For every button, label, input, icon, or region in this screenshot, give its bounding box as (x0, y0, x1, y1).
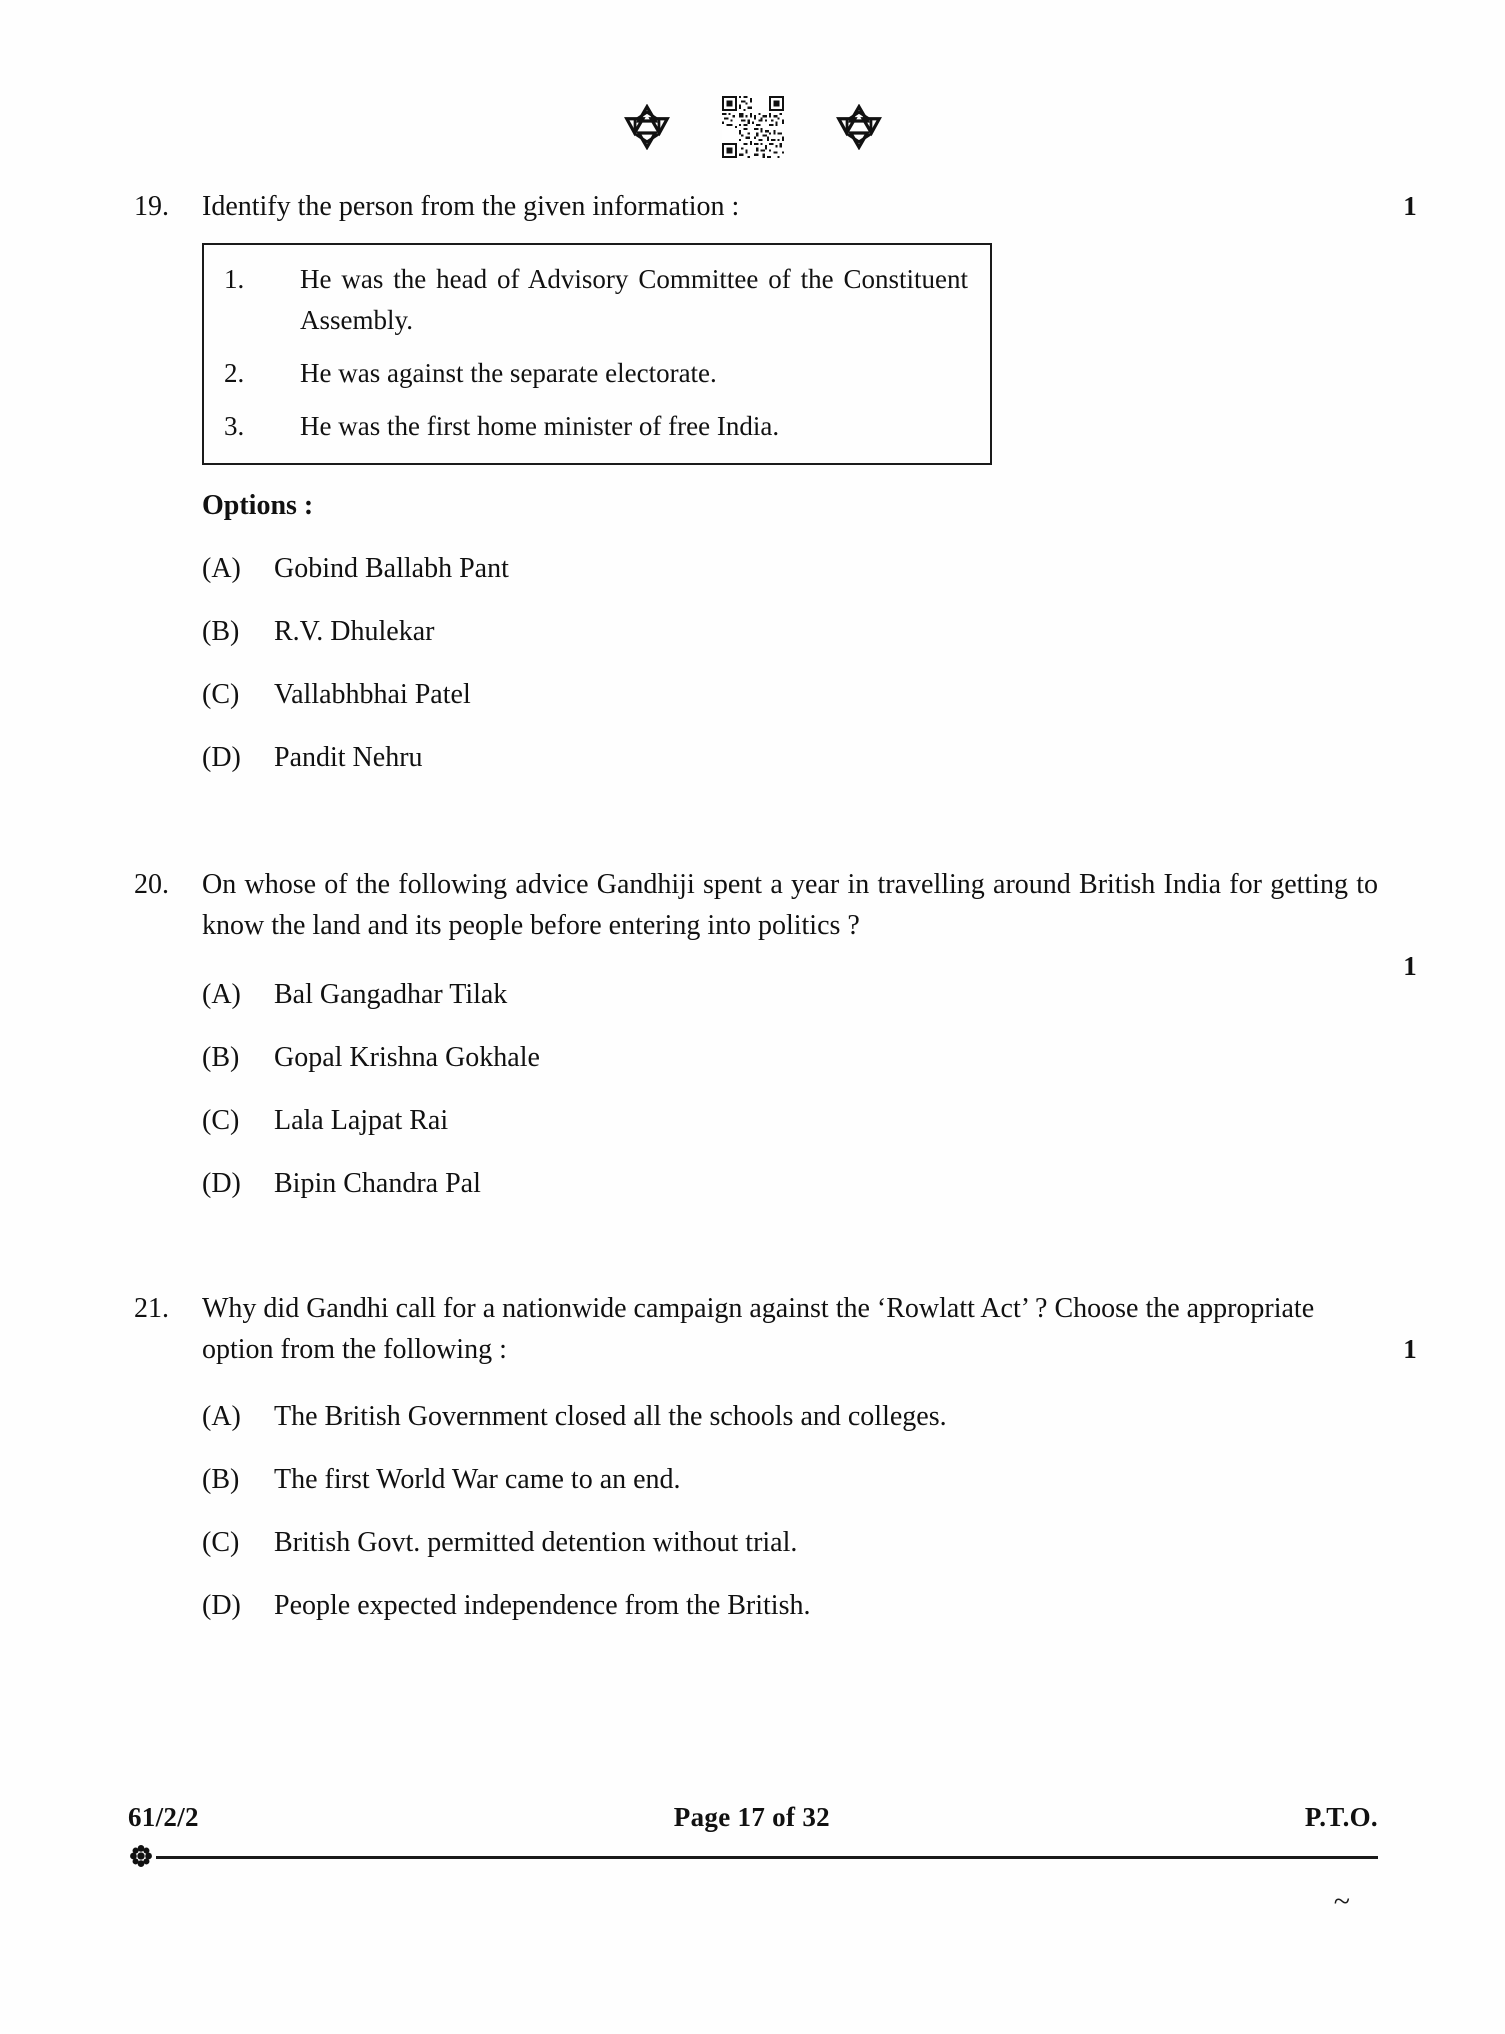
option-text: Gopal Krishna Gokhale (274, 1042, 540, 1073)
question-number: 21. (134, 1293, 169, 1324)
option-text: The first World War came to an end. (274, 1464, 681, 1495)
option-d[interactable] (202, 1585, 1378, 1626)
option-text: The British Government closed all the schools and colleges. (274, 1401, 947, 1432)
option-a[interactable] (202, 1396, 1378, 1437)
tilde-mark: ~ (1333, 1885, 1350, 1918)
page-header (0, 96, 1505, 158)
question-text: On whose of the following advice Gandhiji spent a year in travelling around British India for getting to know the land and its people before entering into politics ? (202, 869, 1378, 941)
statement-number: 2. (224, 358, 245, 388)
question-list (128, 186, 1417, 1626)
question-number: 19. (134, 191, 169, 222)
footer-divider (156, 1856, 1378, 1859)
question-text: Identify the person from the given information : (202, 191, 740, 222)
option-key: (D) (202, 1168, 241, 1199)
option-text: People expected independence from the British. (274, 1590, 811, 1621)
option-b[interactable] (202, 1459, 1378, 1500)
question-21 (128, 1288, 1417, 1626)
star-of-david-icon (836, 104, 882, 150)
statement-box (202, 243, 992, 465)
option-b[interactable] (202, 611, 1378, 652)
option-c[interactable] (202, 674, 1378, 715)
statement-text: He was against the separate electorate. (300, 358, 717, 388)
option-text: Gobind Ballabh Pant (274, 553, 509, 584)
option-key: (B) (202, 616, 240, 647)
statement-number: 3. (224, 411, 245, 441)
statement-item (224, 406, 968, 447)
option-key: (B) (202, 1042, 240, 1073)
option-c[interactable] (202, 1522, 1378, 1563)
option-text: Bal Gangadhar Tilak (274, 979, 508, 1010)
option-a[interactable] (202, 548, 1378, 589)
option-text: British Govt. permitted detention without trial. (274, 1527, 798, 1558)
option-a[interactable] (202, 974, 1378, 1015)
option-key: (A) (202, 553, 241, 584)
question-marks: 1 (1403, 191, 1417, 221)
option-key: (C) (202, 679, 240, 710)
option-key: (C) (202, 1105, 240, 1136)
question-20 (128, 864, 1417, 1204)
paper-code: 61/2/2 (128, 1802, 199, 1832)
option-key: (A) (202, 1401, 241, 1432)
option-key: (C) (202, 1527, 240, 1558)
option-key: (B) (202, 1464, 240, 1495)
statement-item (224, 353, 968, 394)
option-text: Vallabhbhai Patel (274, 679, 471, 710)
option-key: (D) (202, 742, 241, 773)
question-marks: 1 (1403, 1334, 1417, 1364)
option-key: (D) (202, 1590, 241, 1621)
option-b[interactable] (202, 1037, 1378, 1078)
question-marks: 1 (1403, 951, 1417, 981)
option-text: Bipin Chandra Pal (274, 1168, 481, 1199)
page-number-label: Page 17 of 32 (673, 1802, 830, 1832)
option-key: (A) (202, 979, 241, 1010)
page-footer (128, 1802, 1378, 1918)
pto-label: P.T.O. (1304, 1802, 1378, 1832)
star-of-david-icon (624, 104, 670, 150)
statement-text: He was the head of Advisory Committee of the Constituent Assembly. (300, 264, 968, 335)
option-text: Lala Lajpat Rai (274, 1105, 449, 1136)
option-d[interactable] (202, 1163, 1378, 1204)
statement-item (224, 259, 968, 341)
statement-text: He was the first home minister of free India. (300, 411, 780, 441)
option-c[interactable] (202, 1100, 1378, 1141)
qr-code-icon (722, 96, 784, 158)
option-text: Pandit Nehru (274, 742, 423, 773)
option-d[interactable] (202, 737, 1378, 778)
statement-number: 1. (224, 264, 245, 294)
option-text: R.V. Dhulekar (274, 616, 435, 647)
question-text: Why did Gandhi call for a nationwide campaign against the ‘Rowlatt Act’ ? Choose the appropriate option from the following : (202, 1293, 1315, 1365)
options-label: Options : (202, 490, 314, 521)
question-19 (128, 186, 1417, 778)
question-number: 20. (134, 869, 169, 900)
